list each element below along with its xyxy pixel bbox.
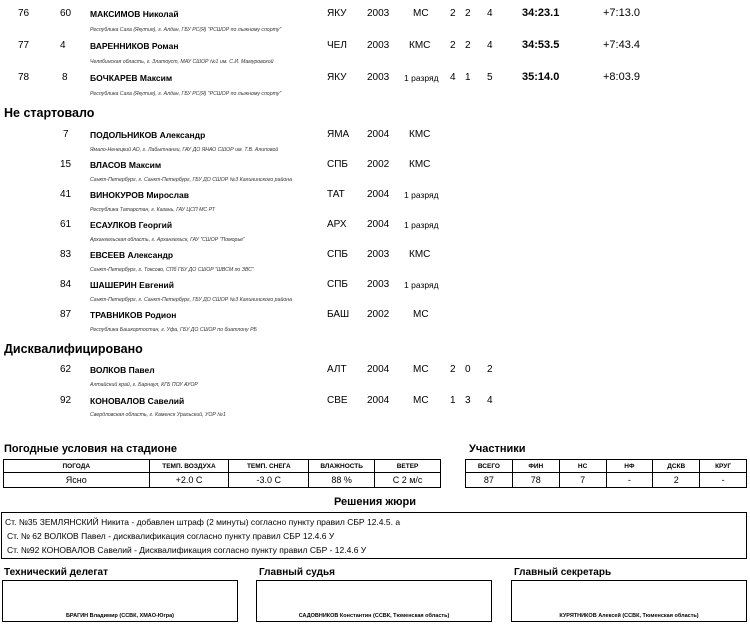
air-temp-header: ТЕМП. ВОЗДУХА — [149, 460, 229, 473]
region: АРХ — [327, 219, 347, 230]
table-row — [4, 473, 441, 488]
bib: 60 — [60, 8, 72, 19]
shooting-total: 4 — [487, 8, 493, 19]
table-header-row — [466, 460, 747, 473]
athlete-organization: Архангельская область, г. Архангельск, ГАУ "СШОР "Поморье" — [90, 237, 245, 243]
official-name: КУРЯТНИКОВ Алексей (ССВК, Тюменская область) — [559, 613, 699, 619]
wind-value: С 2 м/с — [375, 473, 441, 488]
rank: КМС — [409, 159, 431, 170]
birth-year: 2004 — [367, 364, 390, 375]
birth-year: 2004 — [367, 219, 390, 230]
athlete-name: ВИНОКУРОВ Мирослав — [90, 190, 190, 200]
place: 78 — [18, 72, 30, 83]
section-title-dsq: Дисквалифицировано — [4, 342, 143, 356]
athlete-organization: Республика Татарстан, г. Казань, ГАУ ЦСП МС РТ — [90, 207, 215, 213]
time-gap: +8:03.9 — [603, 71, 641, 83]
wind-header: ВЕТЕР — [375, 460, 441, 473]
participants-title: Участники — [469, 443, 526, 455]
place: 76 — [18, 8, 30, 19]
region: ЧЕЛ — [327, 40, 347, 51]
shooting-2: 1 — [465, 72, 471, 83]
birth-year: 2002 — [367, 309, 390, 320]
athlete-name: ВАРЕННИКОВ Роман — [90, 41, 179, 51]
lapped-header: КРУГ — [700, 460, 747, 473]
table-header-row — [4, 460, 441, 473]
region: СПБ — [327, 159, 348, 170]
athlete-organization: Ямало-Ненецкий АО, г. Лабытнанги, ГАУ ДО ЯНАО СШОР им. Т.В. Алиповой — [90, 147, 279, 153]
athlete-name: ЕСАУЛКОВ Георгий — [90, 220, 173, 230]
section-title-dns: Не стартовало — [4, 106, 95, 120]
lapped-value: - — [700, 473, 747, 488]
birth-year: 2004 — [367, 189, 390, 200]
signature-box — [2, 580, 238, 622]
shooting-1: 2 — [450, 40, 456, 51]
time-gap: +7:13.0 — [603, 7, 641, 19]
birth-year: 2004 — [367, 129, 390, 140]
region: ТАТ — [327, 189, 345, 200]
dsq-value: 2 — [653, 473, 700, 488]
bib: 61 — [60, 219, 72, 230]
bib: 8 — [62, 72, 68, 83]
birth-year: 2003 — [367, 40, 390, 51]
bib: 83 — [60, 249, 72, 260]
athlete-name: БОЧКАРЕВ Максим — [90, 73, 173, 83]
jury-decision: Ст. №35 ЗЕМЛЯНСКИЙ Никита - добавлен штраф (2 минуты) согласно пункту правил СБР 12.4.5. а — [5, 517, 401, 527]
shooting-2: 0 — [465, 364, 471, 375]
region: СПБ — [327, 279, 348, 290]
weather-table — [3, 459, 441, 488]
air-temp-value: +2.0 С — [149, 473, 229, 488]
weather-header: ПОГОДА — [4, 460, 150, 473]
place: 77 — [18, 40, 30, 51]
athlete-organization: Республика Башкортостан, г. Уфа, ГБУ ДО СШОР по биатлону РБ — [90, 327, 257, 333]
athlete-name: ЕВСЕЕВ Александр — [90, 250, 174, 260]
rank: 1 разряд — [404, 73, 439, 83]
athlete-name: ВЛАСОВ Максим — [90, 160, 162, 170]
bib: 7 — [63, 129, 69, 140]
region: СПБ — [327, 249, 348, 260]
athlete-organization: Челябинская область, г. Златоуст, МАУ СШОР №1 им. С.И. Мамуровской — [90, 59, 274, 65]
shooting-2: 2 — [465, 40, 471, 51]
bib: 4 — [60, 40, 66, 51]
rank: КМС — [409, 249, 431, 260]
athlete-organization: Санкт-Петербург, г. Токсово, СПб ГБУ ДО СШОР "ШВСМ по ЗВС" — [90, 267, 254, 273]
birth-year: 2003 — [367, 72, 390, 83]
birth-year: 2003 — [367, 249, 390, 260]
result-time: 34:23.1 — [522, 7, 560, 19]
athlete-name: ВОЛКОВ Павел — [90, 365, 155, 375]
dsq-header: ДСКВ — [653, 460, 700, 473]
athlete-organization: Санкт-Петербург, г. Санкт-Петербург, ГБУ ДО СШОР №3 Калининского района — [90, 177, 292, 183]
rank: КМС — [409, 129, 431, 140]
athlete-organization: Свердловская область, г. Каменск Уральский, УОР №1 — [90, 412, 226, 418]
bib: 41 — [60, 189, 72, 200]
dnf-value: - — [606, 473, 653, 488]
weather-title: Погодные условия на стадионе — [4, 443, 178, 455]
weather-value: Ясно — [4, 473, 150, 488]
athlete-name: КОНОВАЛОВ Савелий — [90, 396, 185, 406]
birth-year: 2003 — [367, 8, 390, 19]
birth-year: 2002 — [367, 159, 390, 170]
official-role: Главный судья — [259, 567, 335, 578]
shooting-total: 5 — [487, 72, 493, 83]
result-time: 35:14.0 — [522, 71, 560, 83]
jury-decision: Ст. № 62 ВОЛКОВ Павел - дисквалификация согласно пункту правил СБР 12.4.6 У — [7, 531, 335, 541]
region: АЛТ — [327, 364, 347, 375]
official-role: Главный секретарь — [514, 567, 612, 578]
region: СВЕ — [327, 395, 348, 406]
athlete-name: ПОДОЛЬНИКОВ Александр — [90, 130, 206, 140]
shooting-2: 3 — [465, 395, 471, 406]
bib: 15 — [60, 159, 72, 170]
region: ЯКУ — [327, 8, 347, 19]
athlete-name: МАКСИМОВ Николай — [90, 9, 179, 19]
table-row — [466, 473, 747, 488]
official-role: Технический делегат — [4, 567, 108, 578]
shooting-1: 4 — [450, 72, 456, 83]
finished-value: 78 — [512, 473, 559, 488]
rank: МС — [413, 8, 429, 19]
athlete-organization: Республика Саха (Якутия), г. Алдан, ГБУ РС(Я) "РСШОР по лыжному спорту" — [90, 91, 282, 97]
rank: 1 разряд — [404, 190, 439, 200]
result-time: 34:53.5 — [522, 39, 560, 51]
dns-header: НС — [559, 460, 606, 473]
signature-box — [256, 580, 492, 622]
dns-value: 7 — [559, 473, 606, 488]
shooting-total: 4 — [487, 40, 493, 51]
region: БАШ — [327, 309, 350, 320]
rank: 1 разряд — [404, 280, 439, 290]
snow-temp-value: -3.0 С — [229, 473, 309, 488]
bib: 84 — [60, 279, 72, 290]
rank: КМС — [409, 40, 431, 51]
time-gap: +7:43.4 — [603, 39, 641, 51]
humidity-header: ВЛАЖНОСТЬ — [309, 460, 375, 473]
total-value: 87 — [466, 473, 513, 488]
humidity-value: 88 % — [309, 473, 375, 488]
total-header: ВСЕГО — [466, 460, 513, 473]
rank: 1 разряд — [404, 220, 439, 230]
athlete-name: ТРАВНИКОВ Родион — [90, 310, 177, 320]
signature-box — [511, 580, 747, 622]
birth-year: 2004 — [367, 395, 390, 406]
dnf-header: НФ — [606, 460, 653, 473]
jury-box — [1, 512, 747, 559]
jury-decision: Ст. №92 КОНОВАЛОВ Савелий - Дисквалификация согласно пункту правил СБР - 12.4.6 У — [7, 545, 367, 555]
athlete-organization: Республика Саха (Якутия), г. Алдан, ГБУ РС(Я) "РСШОР по лыжному спорту" — [90, 27, 282, 33]
snow-temp-header: ТЕМП. СНЕГА — [229, 460, 309, 473]
shooting-2: 2 — [465, 8, 471, 19]
athlete-name: ШАШЕРИН Евгений — [90, 280, 174, 290]
shooting-1: 2 — [450, 364, 456, 375]
region: ЯКУ — [327, 72, 347, 83]
athlete-organization: Санкт-Петербург, г. Санкт-Петербург, ГБУ ДО СШОР №3 Калининского района — [90, 297, 292, 303]
participants-table — [465, 459, 747, 488]
region: ЯМА — [327, 129, 350, 140]
jury-title: Решения жюри — [333, 496, 417, 508]
athlete-organization: Алтайский край, г. Барнаул, КГБ ПОУ АУОР — [90, 382, 198, 388]
bib: 92 — [60, 395, 72, 406]
bib: 87 — [60, 309, 72, 320]
shooting-total: 4 — [487, 395, 493, 406]
shooting-1: 1 — [450, 395, 456, 406]
official-name: САДОВНИКОВ Константин (ССВК, Тюменская область) — [298, 613, 450, 619]
rank: МС — [413, 395, 429, 406]
rank: МС — [413, 309, 429, 320]
shooting-1: 2 — [450, 8, 456, 19]
rank: МС — [413, 364, 429, 375]
shooting-total: 2 — [487, 364, 493, 375]
birth-year: 2003 — [367, 279, 390, 290]
bib: 62 — [60, 364, 72, 375]
official-name: БРАГИН Владимир (ССВК, ХМАО-Югра) — [65, 613, 175, 619]
finished-header: ФИН — [512, 460, 559, 473]
